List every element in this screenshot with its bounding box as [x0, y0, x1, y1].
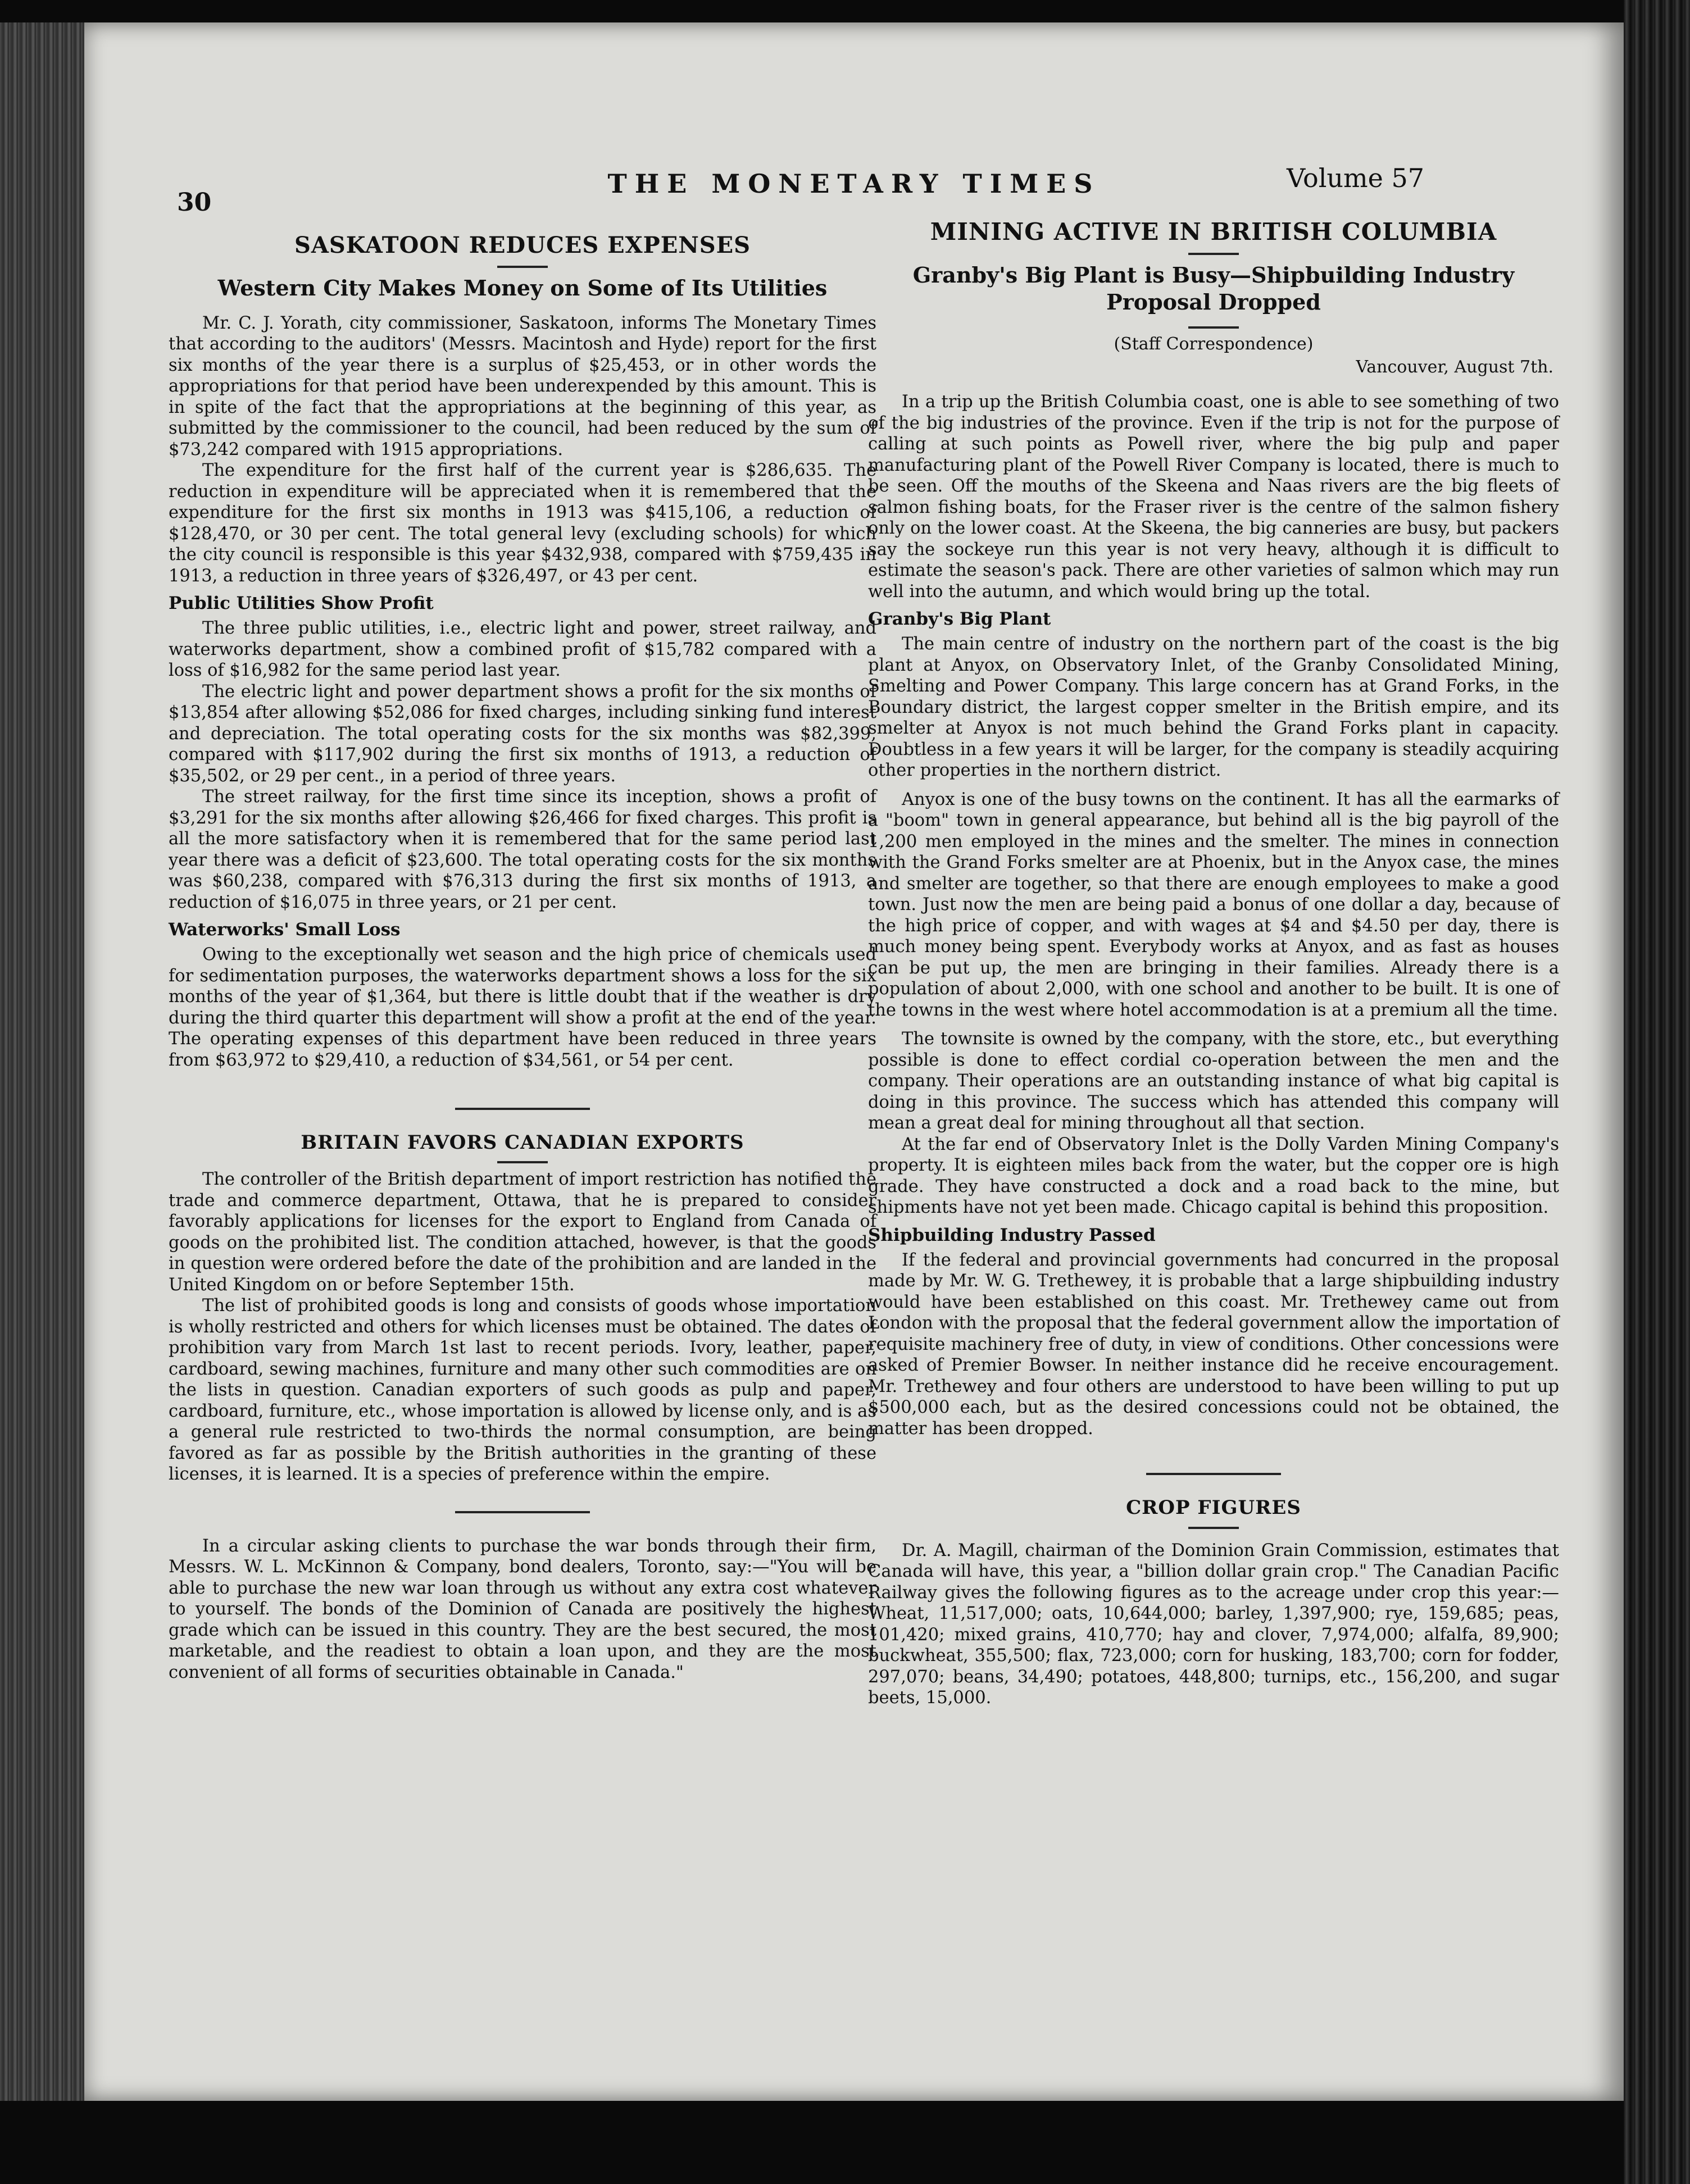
divider — [497, 266, 548, 268]
article-title: SASKATOON REDUCES EXPENSES — [294, 232, 751, 258]
divider — [1188, 1527, 1239, 1529]
article-subtitle: Western City Makes Money on Some of Its Utilities — [217, 275, 828, 301]
paragraph: The expenditure for the first half of the current year is $286,635. The reduction in expenditure will be appreciated when it is remembered that the expenditure for the first six months in 1913 was $415,106, a reduction of $128,470, or 30 per cent. The total general levy (excluding schools) for which the city council is responsible is this year $432,938, compared with $759,435 in 1913, a reduction in three years of $326,497, or 43 per cent. — [169, 461, 876, 586]
paragraph: The controller of the British department of import restriction has notified the trade and commerce department, Ottawa, that he is prepared to consider favorably applications for licenses for the export to England from Canada of goods on the prohibited list. The condition attached, however, is that the goods in question were ordered before the date of the prohibition and are landed in the United Kingdom on or before September 15th. — [169, 1170, 876, 1295]
page-header — [84, 135, 1624, 217]
newspaper-page — [84, 22, 1624, 2101]
section-heading: Granby's Big Plant — [868, 609, 1051, 630]
paragraph: If the federal and provincial governments had concurred in the proposal made by Mr. W. G. Trethewey, it is probable that a large shipbuilding industry would have been established on this coast. Mr. Trethewey came out from London with the proposal that the federal government allow the importation of requisite machinery free of duty, in view of conditions. Other concessions were asked of Premier Bowser. In neither instance did he receive encouragement. Mr. Trethewey and four others are understood to have been willing to put up $500,000 each, but as the desired concessions could not be obtained, the matter has been dropped. — [868, 1250, 1559, 1439]
article-title: BRITAIN FAVORS CANADIAN EXPORTS — [301, 1131, 744, 1154]
article-title: CROP FIGURES — [1126, 1496, 1301, 1519]
article-subtitle: Granby's Big Plant is Busy—Shipbuilding Industry Proposal Dropped — [912, 262, 1515, 315]
paragraph: The three public utilities, i.e., electric light and power, street railway, and waterworks department, show a combined profit of $15,782 compared with a loss of $16,982 for the same period last year. — [169, 618, 876, 680]
paragraph: The townsite is owned by the company, with the store, etc., but everything possible is done to effect cordial co-operation between the men and the company. Their operations are an outstanding instance of what big capital is doing in this province. The success which has attended this company will mean a great deal for mining throughout all that section. — [868, 1029, 1559, 1134]
publication-title: THE MONETARY TIMES — [607, 169, 1101, 199]
spacer — [868, 1021, 1559, 1029]
paragraph: The electric light and power department shows a profit for the six months of $13,854 after allowing $52,086 for fixed charges, including sinking fund interest and depreciation. The total operating costs for the six months was $82,399, compared with $117,902 during the first six months of 1913, a reduction of $35,502, or 29 per cent., in a period of three years. — [169, 681, 876, 786]
section-heading: Public Utilities Show Profit — [169, 593, 434, 613]
byline: (Staff Correspondence) — [1114, 334, 1314, 354]
dateline: Vancouver, August 7th. — [1356, 357, 1553, 377]
section-heading: Shipbuilding Industry Passed — [868, 1225, 1156, 1245]
divider — [497, 1161, 548, 1163]
paragraph: The main centre of industry on the northern part of the coast is the big plant at Anyox, on Observatory Inlet, of the Granby Consolidated Mining, Smelting and Power Company. This large concern has at Grand Forks, in the Boundary district, the largest copper smelter in the British empire, and its smelter at Anyox is not much behind the Grand Forks plant in capacity. Doubtless in a few years it will be larger, for the company is steadily acquiring other properties in the northern district. — [868, 634, 1559, 781]
section-divider — [455, 1108, 590, 1110]
paragraph: At the far end of Observatory Inlet is the Dolly Varden Mining Company's property. It is eighteen miles back from the water, but the copper ore is high grade. They have constructed a dock and a road back to the mine, but shipments have not yet been made. Chicago capital is behind this proposition. — [868, 1134, 1559, 1218]
divider — [1188, 326, 1239, 329]
paragraph: Mr. C. J. Yorath, city commissioner, Saskatoon, informs The Monetary Times that according to the auditors' (Messrs. Macintosh and Hyde) report for the first six months of the year there is a surplus of $25,453, or in other words the appropriations for that period have been underexpended by this amount. This is in spite of the fact that the appropriations at the beginning of this year, as submitted by the commissioner to the council, had been reduced by the sum of $73,242 compared with 1915 appropriations. — [169, 313, 876, 459]
paragraph: In a circular asking clients to purchase the war bonds through their firm, Messrs. W. L. McKinnon & Company, bond dealers, Toronto, say:—"You will be able to purchase the new war loan through us without any extra cost whatever to yourself. The bonds of the Dominion of Canada are positively the highest grade which can be issued in this country. They are the best secured, the most marketable, and the readiest to obtain a loan upon, and they are the most convenient of all forms of securities obtainable in Canada." — [169, 1536, 876, 1682]
section-heading: Waterworks' Small Loss — [169, 920, 401, 940]
paragraph: The street railway, for the first time since its inception, shows a profit of $3,291 for the six months after allowing $26,466 for fixed charges. This profit is all the more satisfactory when it is remembered that for the same period last year there was a deficit of $23,600. The total operating costs for the six months was $60,238, compared with $76,313 during the first six months of 1913, a reduction of $16,075 in three years, or 21 per cent. — [169, 787, 876, 912]
section-divider — [1146, 1473, 1281, 1475]
right-column — [868, 219, 1559, 1709]
paragraph: In a trip up the British Columbia coast, one is able to see something of two of the big industries of the province. Even if the trip is not for the purpose of calling at such points as Powell river, where the big pulp and paper manufacturing plant of the Powell River Company is located, there is much to be seen. Off the mouths of the Skeena and Naas rivers are the big fleets of salmon fishing boats, for the Fraser river is the centre of the salmon fishery only on the lower coast. At the Skeena, the big canneries are busy, but packers say the sockeye run this year is not very heavy, although it is difficult to estimate the season's pack. There are other varieties of salmon which may run well into the autumn, and which would bring up the total. — [868, 392, 1559, 602]
book-page-edges — [0, 22, 84, 2101]
paragraph: The list of prohibited goods is long and consists of goods whose importation is wholly restricted and others for which licenses must be obtained. The dates of prohibition vary from March 1st last to recent periods. Ivory, leather, paper, cardboard, sewing machines, furniture and many other such commodities are on the lists in question. Canadian exporters of such goods as pulp and paper, cardboard, furniture, etc., whose importation is allowed by license only, and is as a general rule restricted to two-thirds the normal consumption, are being favored as far as possible by the British authorities in the granting of these licenses, it is learned. It is a species of preference within the empire. — [169, 1296, 876, 1485]
section-divider — [455, 1511, 590, 1513]
right-film-edge — [1624, 0, 1690, 2184]
paragraph: Owing to the exceptionally wet season and the high price of chemicals used for sedimentation purposes, the waterworks department shows a loss for the six months of the year of $1,364, but there is little doubt that if the weather is dry during the third quarter this department will show a profit at the end of the year. The operating expenses of this department have been reduced in three years from $63,972 to $29,410, a reduction of $34,561, or 54 per cent. — [169, 945, 876, 1070]
paragraph: Anyox is one of the busy towns on the continent. It has all the earmarks of a "boom" town in general appearance, but behind all is the big payroll of the 1,200 men employed in the mines and the smelter. The mines in connection with the Grand Forks smelter are at Phoenix, but in the Anyox case, the mines and smelter are together, so that there are enough employees to make a good town. Just now the men are being paid a bonus of one dollar a day, because of the high price of copper, and with wages at $4 and $4.50 per day, there is much money being spent. Everybody works at Anyox, and as fast as houses can be put up, the men are bringing in their families. Already there is a population of about 2,000, with one school and another to be built. It is one of the towns in the west where hotel accommodation is at a premium all the time. — [868, 789, 1559, 1020]
volume-label: Volume 57 — [1287, 163, 1425, 193]
divider — [1188, 253, 1239, 255]
article-title: MINING ACTIVE IN BRITISH COLUMBIA — [930, 218, 1497, 245]
left-column — [169, 233, 876, 1683]
paragraph: Dr. A. Magill, chairman of the Dominion Grain Commission, estimates that Canada will have, this year, a "billion dollar grain crop." The Canadian Pacific Railway gives the following figures as to the acreage under crop this year:—Wheat, 11,517,000; oats, 10,644,000; barley, 1,397,900; rye, 159,685; peas, 101,420; mixed grains, 410,770; hay and clover, 7,974,000; alfalfa, 89,900; buckwheat, 355,500; flax, 723,000; corn for husking, 183,700; corn for fodder, 297,070; beans, 34,490; potatoes, 448,800; turnips, etc., 156,200, and sugar beets, 15,000. — [868, 1540, 1559, 1708]
page-number: 30 — [177, 188, 212, 217]
spacer — [868, 781, 1559, 789]
